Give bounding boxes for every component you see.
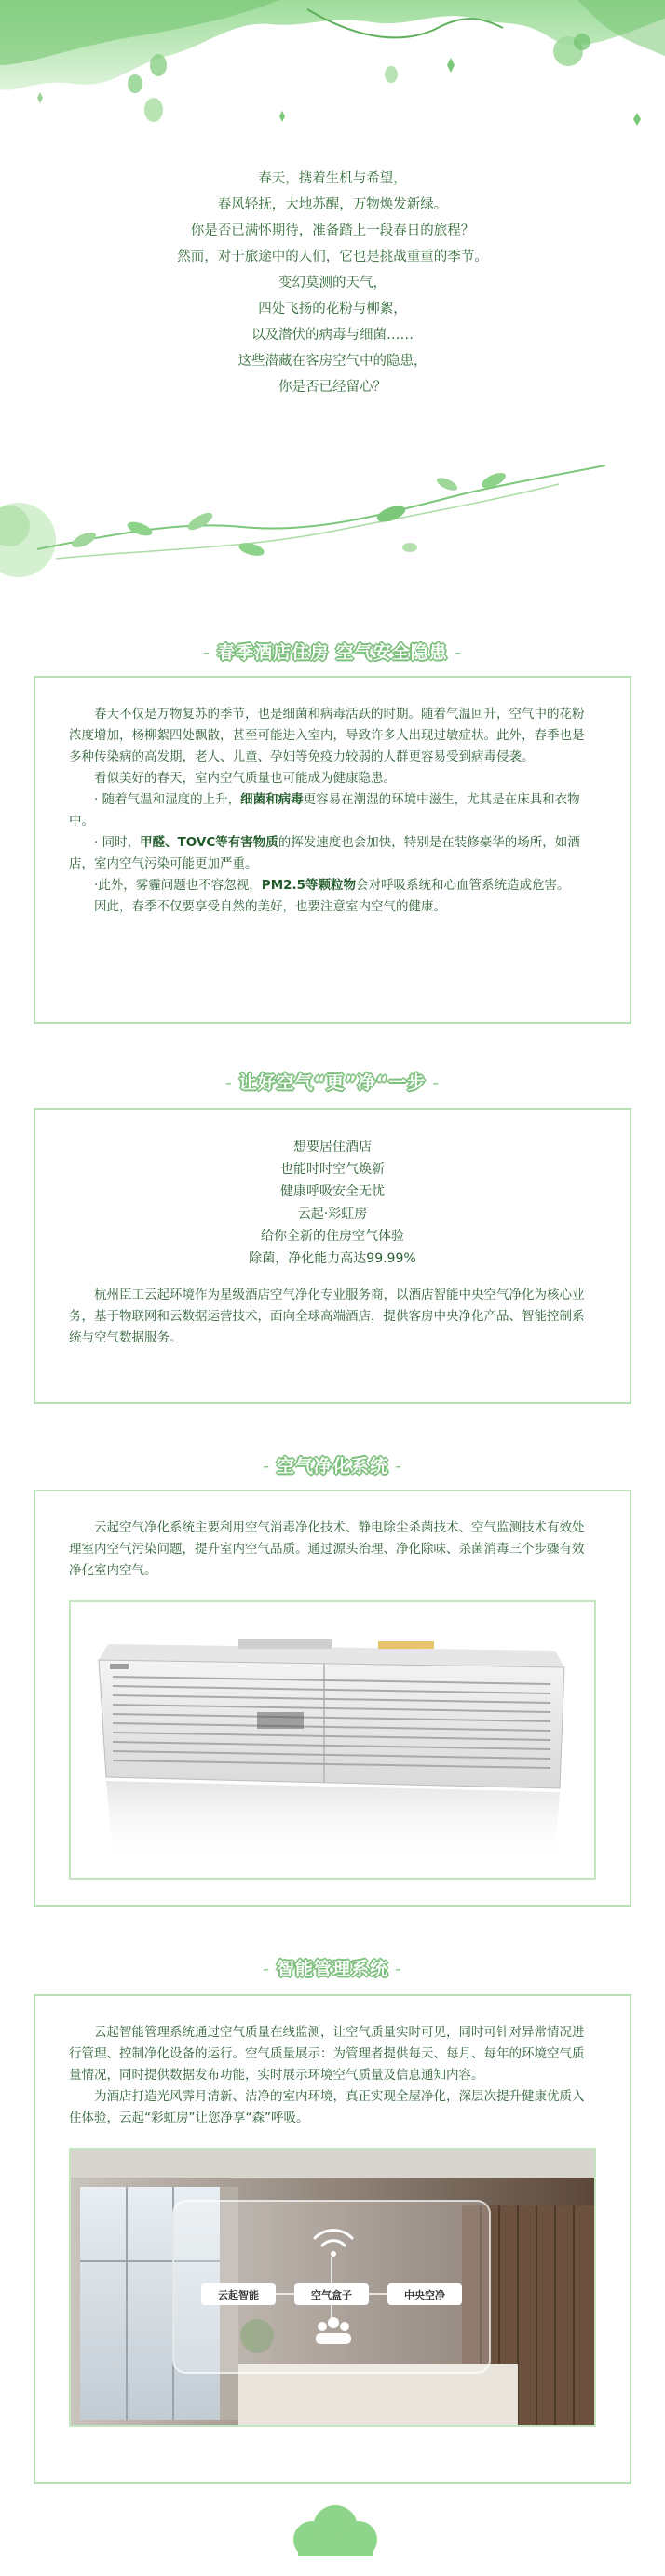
poem-line: 四处飞扬的花粉与柳絮， bbox=[258, 302, 407, 317]
paragraph: 云起空气净化系统主要利用空气消毒净化技术、静电除尘杀菌技术、空气监测技术有效处理室内空气污染问题，提升室内空气品质。通过源头治理、净化除味、杀菌消毒三个步骤有效净化室内空气。 bbox=[69, 1520, 585, 1578]
slogan-line: 给你全新的住房空气体验 bbox=[261, 1229, 404, 1244]
slogan-line: 云起·彩虹房 bbox=[297, 1207, 368, 1221]
paragraph bbox=[69, 832, 596, 875]
section-management bbox=[34, 1994, 631, 2484]
poem-line: 春风轻抚，大地苏醒，万物焕发新绿。 bbox=[217, 197, 448, 212]
hotel-room-illustration bbox=[71, 2150, 596, 2425]
poem-line: 以及潜伏的病毒与细菌…… bbox=[251, 328, 414, 343]
text: ·此外，雾霾问题也不容忽视， bbox=[94, 878, 262, 893]
text: 的挥发速度也会加快，特别是在装修豪华的场所，如酒店，室内空气污染可能更加严重。 bbox=[69, 835, 580, 871]
highlight-text: PM2.5等颗粒物 bbox=[261, 878, 357, 893]
poem-line: 你是否已经留心？ bbox=[278, 380, 387, 395]
highlight-text: 细菌和病毒 bbox=[240, 792, 304, 807]
paragraph: 春天不仅是万物复苏的季节，也是细菌和病毒活跃的时期。随着气温回升，空气中的花粉浓度增加，杨柳絮四处飘散，甚至可能进入室内，导致许多人出现过敏症状。此外，春季也是多种传染病的高发期，老人、儿童、孕妇等免疫力较弱的人群更容易受到病毒侵袭。 bbox=[69, 707, 585, 764]
cloud-icon bbox=[279, 2504, 386, 2560]
poem-line: 变幻莫测的天气， bbox=[278, 276, 387, 290]
hotel-room-image bbox=[69, 2148, 596, 2427]
section-title-text: 春季酒店住房 空气安全隐患 bbox=[217, 642, 448, 663]
paragraph bbox=[69, 875, 596, 897]
text: · 同时， bbox=[94, 835, 141, 850]
slogan-line: 也能时时空气焕新 bbox=[280, 1162, 385, 1177]
text: · 随着气温和湿度的上升， bbox=[94, 792, 241, 807]
slogan-line: 想要居住酒店 bbox=[293, 1140, 372, 1154]
section-title-purification: - 空气净化系统 - bbox=[263, 1456, 402, 1477]
poem-line: 然而，对于旅途中的人们，它也是挑战重重的季节。 bbox=[177, 250, 488, 264]
intro-poem bbox=[0, 166, 665, 400]
paragraph: 为酒店打造光风霁月清新、洁净的室内环境，真正实现全屋净化，深层次提升健康优质入住体验，云起“彩虹房”让您净享“森”呼吸。 bbox=[69, 2089, 585, 2125]
text: 更容易在潮湿的环境中滋生，尤其是在床具和衣物中。 bbox=[69, 792, 580, 829]
poem-line: 春天，携着生机与希望， bbox=[258, 171, 407, 186]
poem-line: 你是否已满怀期待，准备踏上一段春日的旅程？ bbox=[190, 223, 475, 238]
paragraph: 因此，春季不仅要享受自然的美好，也要注意室内空气的健康。 bbox=[94, 899, 446, 914]
section-title-management: - 智能管理系统 - bbox=[263, 1959, 402, 1979]
section-title-cleaner-air: - 让好空气“更”净“一步 - bbox=[224, 1072, 441, 1093]
diagram-label: 空气盒子 bbox=[311, 2289, 352, 2301]
slogan-line: 健康呼吸安全无忧 bbox=[280, 1184, 385, 1199]
diagram-label: 云起智能 bbox=[218, 2289, 259, 2301]
poem-line: 这些潜藏在客房空气中的隐患， bbox=[238, 354, 428, 369]
slogan-line: 除菌，净化能力高达99.99% bbox=[249, 1251, 416, 1266]
air-purifier-illustration bbox=[71, 1602, 596, 1878]
header-decoration bbox=[0, 0, 665, 140]
section-title-text: 空气净化系统 bbox=[276, 1456, 388, 1477]
section-cleaner-air bbox=[34, 1108, 631, 1404]
paragraph: 看似美好的春天，室内空气质量也可能成为健康隐患。 bbox=[94, 771, 396, 786]
vine-decoration bbox=[0, 447, 665, 587]
section-spring-risks bbox=[34, 676, 631, 1024]
section-title-text: 智能管理系统 bbox=[276, 1959, 388, 1979]
purifier-image bbox=[69, 1600, 596, 1880]
paragraph bbox=[69, 789, 596, 832]
diagram-label: 中央空净 bbox=[404, 2289, 445, 2301]
paragraph: 云起智能管理系统通过空气质量在线监测，让空气质量实时可见，同时可针对异常情况进行管理、控制净化设备的运行。空气质量展示：为管理者提供每天、每月、每年的环境空气质量情况，同时提供数据发布功能，实时展示环境空气质量及信息通知内容。 bbox=[69, 2025, 585, 2083]
section-title-text: 让好空气“更”净“一步 bbox=[238, 1072, 427, 1093]
section-title-spring-risks: - 春季酒店住房 空气安全隐患 - bbox=[203, 642, 462, 663]
slogan-lines bbox=[69, 1136, 596, 1270]
text: 会对呼吸系统和心血管系统造成危害。 bbox=[356, 878, 570, 893]
paragraph: 杭州臣工云起环境作为星级酒店空气净化专业服务商，以酒店智能中央空气净化为核心业务，基于物联网和云数据运营技术，面向全球高端酒店，提供客房中央净化产品、智能控制系统与空气数据服务。 bbox=[69, 1288, 585, 1345]
highlight-text: 甲醛、TOVC等有害物质 bbox=[140, 835, 278, 850]
section-purification bbox=[34, 1490, 631, 1907]
